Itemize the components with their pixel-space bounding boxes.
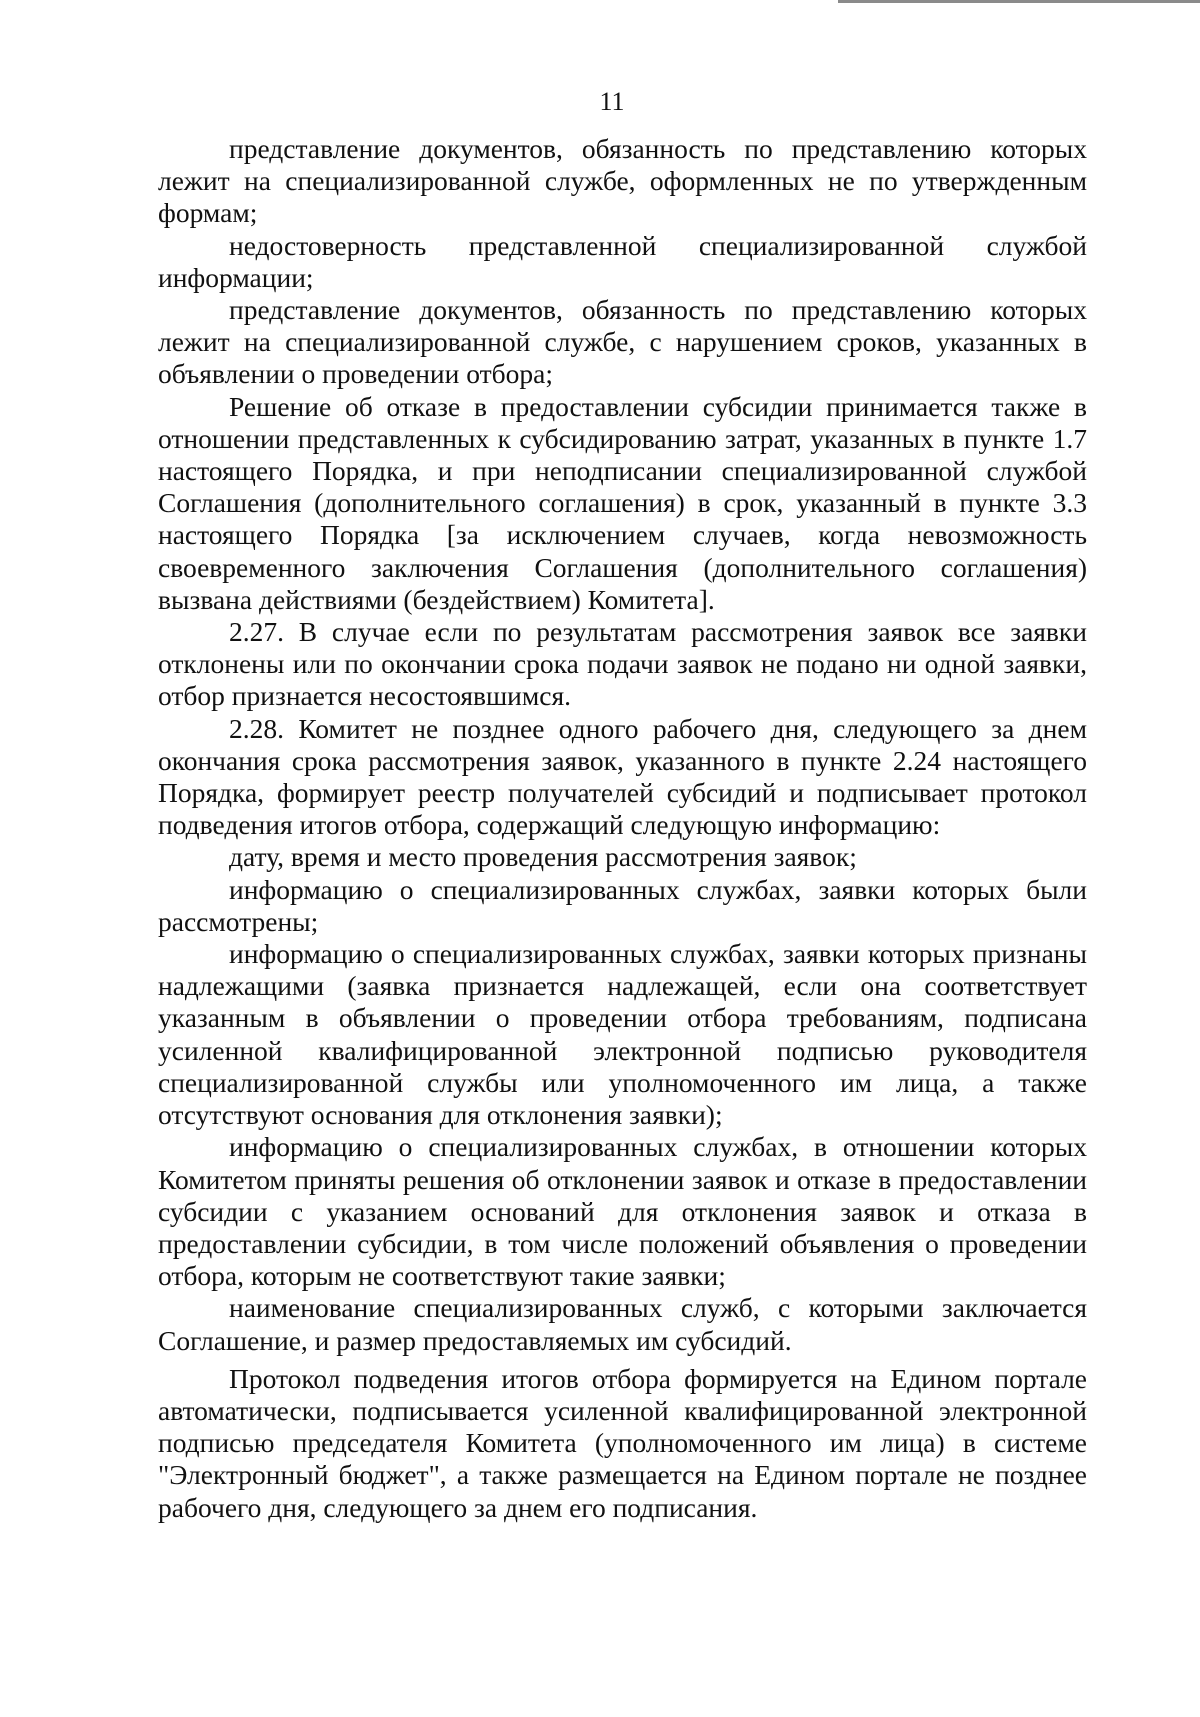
document-body <box>158 133 1087 1524</box>
paragraph: информацию о специализированных службах, заявки которых были рассмотрены; <box>158 873 1087 937</box>
paragraph: представление документов, обязанность по представлению которых лежит на специализированной службе, с нарушением сроков, указанных в объявлении о проведении отбора; <box>158 294 1087 390</box>
paragraph: информацию о специализированных службах, в отношении которых Комитетом приняты решения об отклонении заявок и отказе в предоставлении субсидии с указанием оснований для отклонения заявок и отказа в предоставлении субсидии, в том числе положений объявления о проведении отбора, которым не соответствуют такие заявки; <box>158 1131 1087 1292</box>
paragraph: 2.27. В случае если по результатам рассмотрения заявок все заявки отклонены или по окончании срока подачи заявок не подано ни одной заявки, отбор признается несостоявшимся. <box>158 616 1087 712</box>
scan-edge-line <box>838 0 1200 3</box>
page-number: 11 <box>599 87 625 116</box>
paragraph: информацию о специализированных службах, заявки которых признаны надлежащими (заявка признается надлежащей, если она соответствует указанным в объявлении о проведении отбора требованиям, подписана усиленной квалифицированной электронной подписью руководителя специализированной службы или уполномоченного им лица, а также отсутствуют основания для отклонения заявки); <box>158 938 1087 1131</box>
paragraph: представление документов, обязанность по представлению которых лежит на специализированной службе, оформленных не по утвержденным формам; <box>158 133 1087 229</box>
paragraph: 2.28. Комитет не позднее одного рабочего дня, следующего за днем окончания срока рассмотрения заявок, указанного в пункте 2.24 настоящего Порядка, формирует реестр получателей субсидий и подписывает протокол подведения итогов отбора, содержащий следующую информацию: <box>158 712 1087 841</box>
paragraph: недостоверность представленной специализированной службой информации; <box>158 229 1087 293</box>
paragraph: дату, время и место проведения рассмотрения заявок; <box>229 841 857 873</box>
paragraph: Протокол подведения итогов отбора формируется на Едином портале автоматически, подписывается усиленной квалифицированной электронной подписью председателя Комитета (уполномоченного им лица) в системе "Электронный бюджет", а также размещается на Едином портале не позднее рабочего дня, следующего за днем его подписания. <box>158 1362 1087 1523</box>
paragraph: Решение об отказе в предоставлении субсидии принимается также в отношении представленных к субсидированию затрат, указанных в пункте 1.7 настоящего Порядка, и при неподписании специализированной службой Соглашения (дополнительного соглашения) в срок, указанный в пункте 3.3 настоящего Порядка [за исключением случаев, когда невозможность своевременного заключения Соглашения (дополнительного соглашения) вызвана действиями (бездействием) Комитета]. <box>158 390 1087 615</box>
paragraph: наименование специализированных служб, с которыми заключается Соглашение, и размер предоставляемых им субсидий. <box>158 1292 1087 1356</box>
